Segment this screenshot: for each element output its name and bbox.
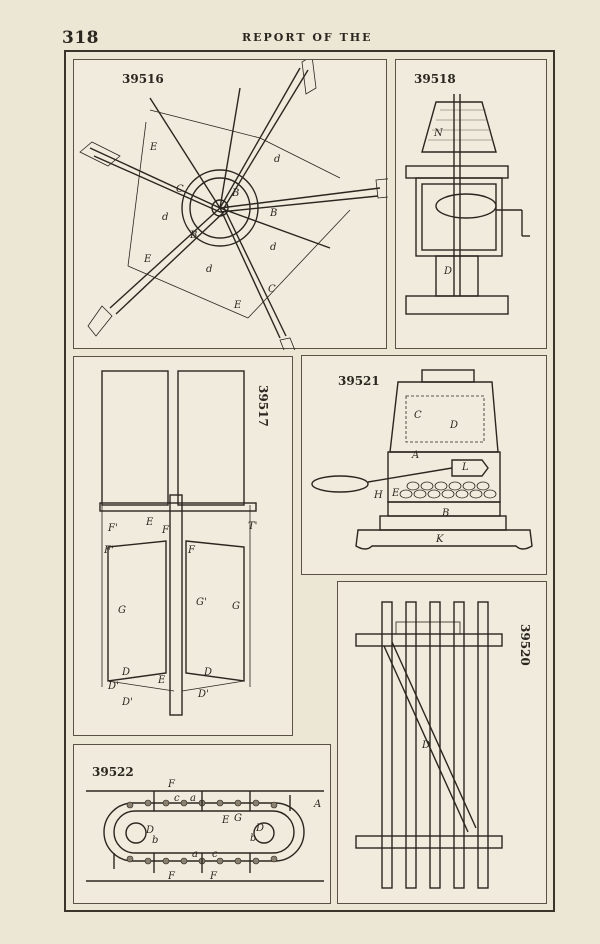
letter-G: G bbox=[232, 601, 240, 612]
gate-drawing bbox=[338, 582, 548, 905]
letter-F: F bbox=[168, 779, 175, 790]
figure-39518-panel bbox=[395, 59, 547, 349]
letter-c: c bbox=[174, 793, 180, 804]
letter-B: B bbox=[442, 508, 450, 519]
letter-D: D bbox=[444, 266, 453, 277]
letter-D-prime: D' bbox=[122, 697, 133, 708]
letter-B: B bbox=[270, 208, 278, 219]
letter-E: E bbox=[392, 488, 400, 499]
letter-B: B bbox=[190, 230, 198, 241]
letter-C: C bbox=[176, 184, 184, 195]
letter-a: a bbox=[192, 849, 198, 860]
letter-E: E bbox=[144, 254, 152, 265]
letter-D: D bbox=[450, 420, 459, 431]
letter-d: d bbox=[274, 154, 281, 165]
letter-F: F bbox=[188, 545, 195, 556]
letter-T-prime: T' bbox=[248, 521, 258, 532]
letter-G: G bbox=[118, 605, 126, 616]
figure-number: 39517 bbox=[256, 385, 270, 427]
letter-K: K bbox=[436, 534, 444, 545]
letter-G-prime: G' bbox=[196, 597, 207, 608]
letter-D-prime: D' bbox=[108, 681, 119, 692]
windmill-drawing bbox=[74, 60, 388, 350]
figure-39520-panel bbox=[337, 581, 547, 904]
letter-b: b bbox=[152, 835, 159, 846]
letter-E: E bbox=[146, 517, 154, 528]
letter-G: G bbox=[234, 813, 242, 824]
letter-D: D bbox=[146, 825, 155, 836]
press-drawing bbox=[396, 60, 548, 350]
letter-F: F bbox=[168, 871, 175, 882]
figure-39521-panel bbox=[301, 355, 547, 575]
letter-H: H bbox=[374, 490, 383, 501]
letter-F-prime: F' bbox=[108, 523, 118, 534]
running-head: REPORT OF THE bbox=[242, 31, 373, 44]
letter-C: C bbox=[414, 410, 422, 421]
letter-B: B bbox=[232, 188, 240, 199]
letter-d: d bbox=[162, 212, 169, 223]
letter-D: D bbox=[122, 667, 131, 678]
letter-c: c bbox=[212, 849, 218, 860]
letter-D: D bbox=[422, 740, 431, 751]
figure-number: 39516 bbox=[122, 72, 164, 86]
letter-D-prime: D' bbox=[198, 689, 209, 700]
letter-F: F bbox=[210, 871, 217, 882]
cabinet-drawing bbox=[302, 356, 548, 576]
chain-belt-drawing bbox=[74, 745, 332, 905]
letter-C: C bbox=[268, 284, 276, 295]
figure-39522-panel bbox=[73, 744, 331, 904]
letter-E: E bbox=[234, 300, 242, 311]
figure-number: 39522 bbox=[92, 765, 134, 779]
letter-E: E bbox=[222, 815, 230, 826]
letter-D: D bbox=[256, 823, 265, 834]
letter-b: b bbox=[250, 833, 257, 844]
figure-39516-panel bbox=[73, 59, 387, 349]
figure-number: 39521 bbox=[338, 374, 380, 388]
letter-A: A bbox=[412, 450, 420, 461]
figure-number: 39518 bbox=[414, 72, 456, 86]
letter-d: d bbox=[270, 242, 277, 253]
letter-E: E bbox=[158, 675, 166, 686]
letter-F-prime: F' bbox=[104, 545, 114, 556]
letter-N: N bbox=[434, 128, 443, 139]
frame-drawing bbox=[74, 357, 294, 737]
letter-L: L bbox=[462, 462, 469, 473]
letter-F: F bbox=[162, 525, 169, 536]
letter-A: A bbox=[314, 799, 322, 810]
letter-a: a bbox=[190, 793, 196, 804]
figure-number: 39520 bbox=[518, 624, 532, 666]
page-number: 318 bbox=[62, 28, 99, 48]
letter-D: D bbox=[204, 667, 213, 678]
letter-d: d bbox=[206, 264, 213, 275]
letter-E: E bbox=[150, 142, 158, 153]
figure-39517-panel bbox=[73, 356, 293, 736]
